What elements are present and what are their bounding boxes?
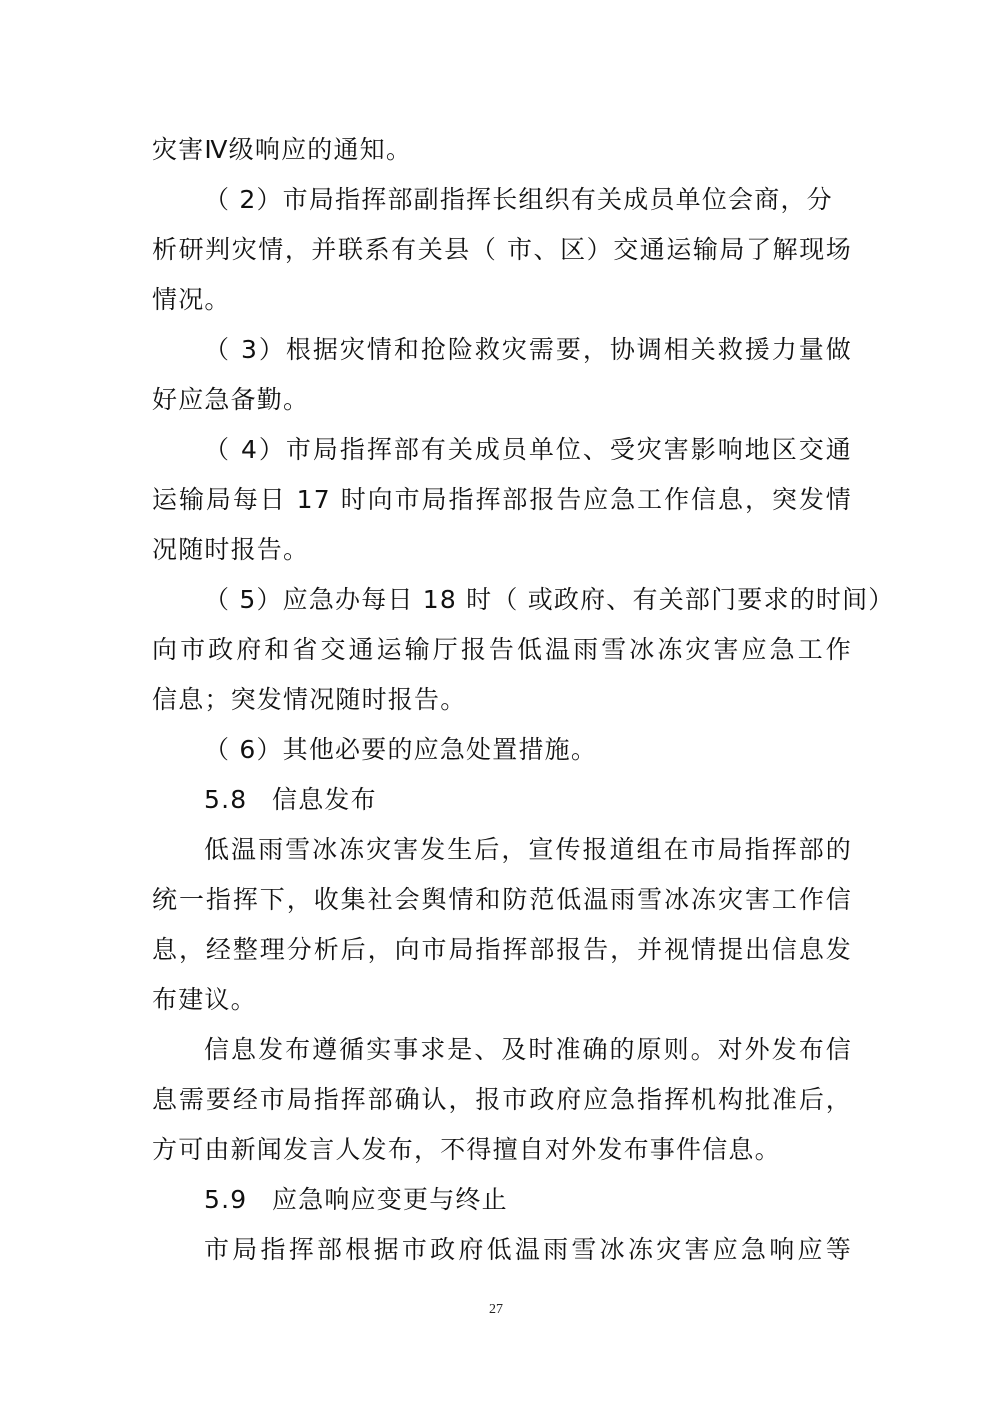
text-line: （ 5）应急办每日 18 时（ 或政府、有关部门要求的时间） xyxy=(204,585,895,614)
text-line: （ 4）市局指挥部有关成员单位、受灾害影响地区交通 xyxy=(204,435,852,464)
section-title: 信息发布 xyxy=(272,785,377,814)
text-line: （ 2）市局指挥部副指挥长组织有关成员单位会商，分 xyxy=(204,185,833,214)
section-number: 5.8 xyxy=(204,785,248,814)
text-line: 低温雨雪冰冻灾害发生后，宣传报道组在市局指挥部的 xyxy=(204,835,852,864)
text-line: 运输局每日 17 时向市局指挥部报告应急工作信息，突发情 xyxy=(152,485,852,514)
text-line: 况随时报告。 xyxy=(152,535,310,564)
text-line: （ 6）其他必要的应急处置措施。 xyxy=(204,735,598,764)
text-line: 情况。 xyxy=(152,285,231,314)
text-line: 好应急备勤。 xyxy=(152,385,310,414)
text-line: 统一指挥下，收集社会舆情和防范低温雨雪冰冻灾害工作信 xyxy=(152,885,852,914)
text-line: 息需要经市局指挥部确认，报市政府应急指挥机构批准后， xyxy=(152,1085,852,1114)
text-line: 析研判灾情，并联系有关县（ 市、区）交通运输局了解现场 xyxy=(152,235,852,264)
text-line: 信息发布遵循实事求是、及时准确的原则。对外发布信 xyxy=(204,1035,852,1064)
text-line: 布建议。 xyxy=(152,985,257,1014)
text-line: 方可由新闻发言人发布，不得擅自对外发布事件信息。 xyxy=(152,1135,781,1164)
text-line: 灾害Ⅳ级响应的通知。 xyxy=(152,135,413,164)
section-number: 5.9 xyxy=(204,1185,248,1214)
text-line: 市局指挥部根据市政府低温雨雪冰冻灾害应急响应等 xyxy=(204,1235,852,1264)
text-line: 向市政府和省交通运输厅报告低温雨雪冰冻灾害应急工作 xyxy=(152,635,852,664)
text-line: 息，经整理分析后，向市局指挥部报告，并视情提出信息发 xyxy=(152,935,852,964)
text-line: 信息；突发情况随时报告。 xyxy=(152,685,467,714)
section-title: 应急响应变更与终止 xyxy=(272,1185,508,1214)
section-heading xyxy=(204,1175,852,1225)
page-number: 27 xyxy=(489,1302,503,1317)
text-line: （ 3）根据灾情和抢险救灾需要，协调相关救援力量做 xyxy=(204,335,852,364)
section-heading xyxy=(204,775,852,825)
